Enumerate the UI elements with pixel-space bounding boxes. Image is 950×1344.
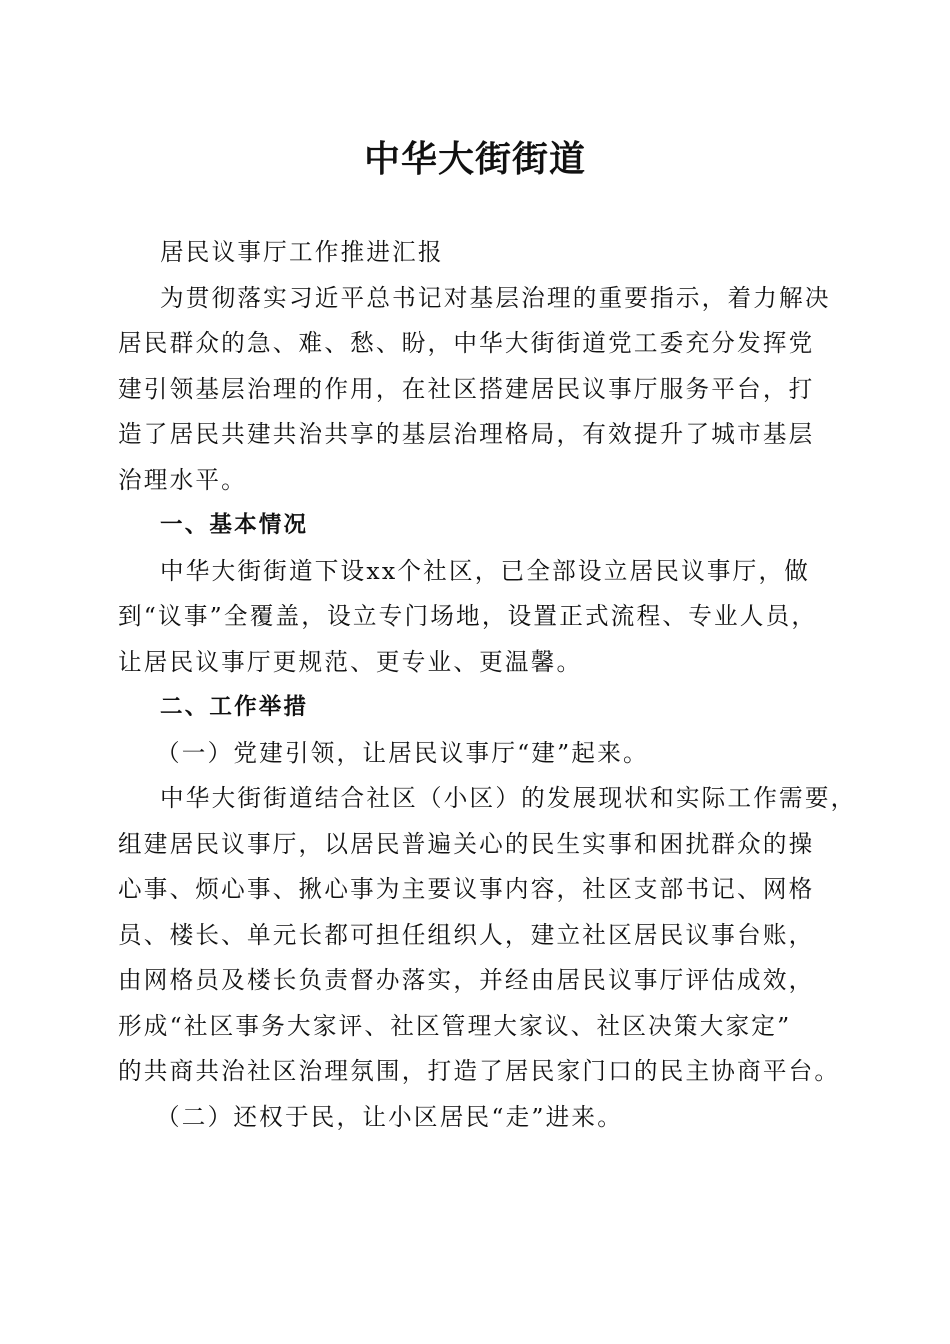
section-heading-basic: 一、基本情况 [160, 512, 309, 538]
subsection1-line: 的共商共治社区治理氛围，打造了居民家门口的民主协商平台。 [118, 1057, 841, 1085]
intro-line: 造了居民共建共治共享的基层治理格局，有效提升了城市基层 [118, 420, 815, 448]
intro-line: 建引领基层治理的作用，在社区搭建居民议事厅服务平台，打 [118, 374, 815, 403]
document-subtitle: 居民议事厅工作推进汇报 [160, 238, 444, 266]
document-title: 中华大街街道 [363, 138, 586, 180]
document-body [118, 230, 857, 1140]
subsection1-line: 员、楼长、单元长都可担任组织人，建立社区居民议事台账， [118, 920, 815, 949]
intro-line: 居民群众的急、难、愁、盼，中华大街街道党工委充分发挥党 [118, 329, 815, 357]
subsection1-line: 组建居民议事厅，以居民普遍关心的民生实事和困扰群众的操 [118, 829, 815, 858]
subsection1-line: 中华大街街道结合社区（小区）的发展现状和实际工作需要， [160, 784, 857, 812]
subsection1-line: 由网格员及楼长负责督办落实，并经由居民议事厅评估成效， [118, 966, 815, 994]
section-heading-measures: 二、工作举措 [160, 694, 309, 720]
subsection-heading-1: （一）党建引领，让居民议事厅“建”起来。 [156, 738, 649, 767]
intro-line: 为贯彻落实习近平总书记对基层治理的重要指示，着力解决 [160, 283, 831, 312]
subsection1-line: 形成“社区事务大家评、社区管理大家议、社区决策大家定” [118, 1011, 792, 1040]
subsection-heading-2: （二）还权于民，让小区居民“走”进来。 [156, 1102, 624, 1131]
section1-line: 到“议事”全覆盖，设立专门场地，设置正式流程、专业人员， [118, 602, 818, 630]
intro-line: 治理水平。 [118, 465, 247, 494]
subsection1-line: 心事、烦心事、揪心事为主要议事内容，社区支部书记、网格 [118, 875, 815, 903]
section1-line: 中华大街街道下设xx个社区，已全部设立居民议事厅，做 [160, 556, 811, 585]
section1-line: 让居民议事厅更规范、更专业、更温馨。 [118, 647, 583, 676]
